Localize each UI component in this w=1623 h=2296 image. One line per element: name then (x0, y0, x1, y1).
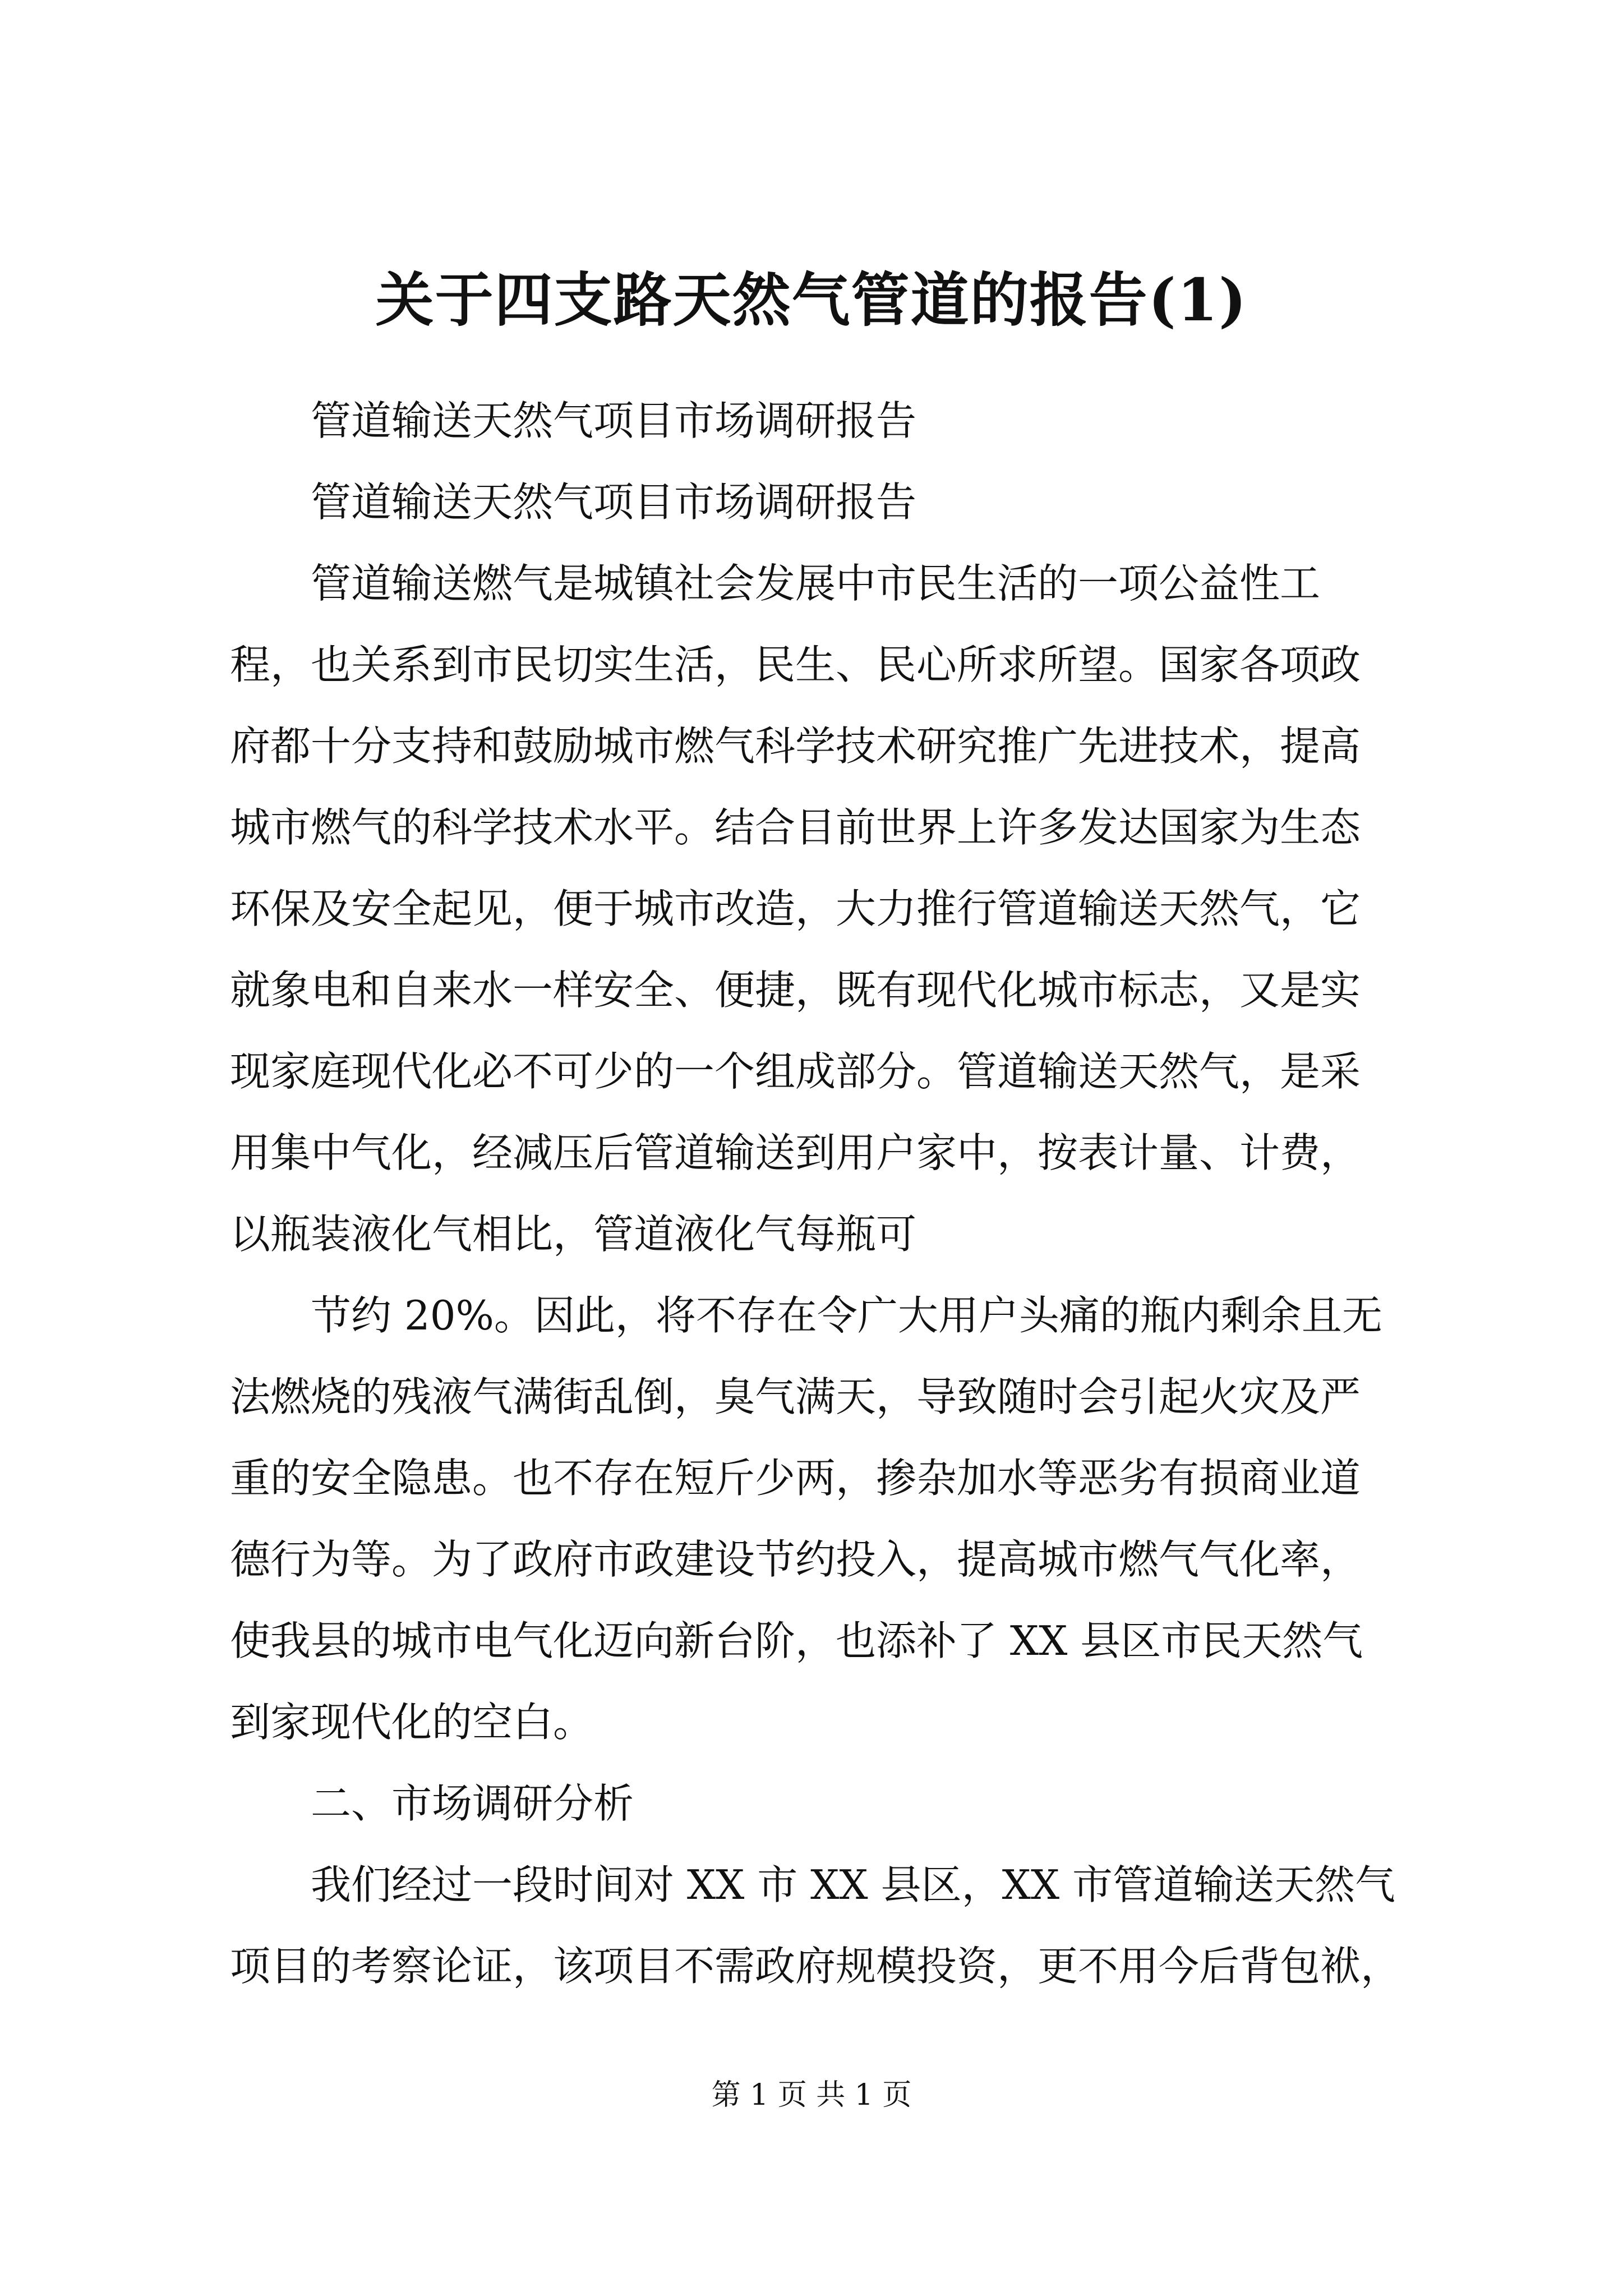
body-line: 用集中气化，经减压后管道输送到用户家中，按表计量、计费， (230, 1129, 1361, 1176)
body-line: 项目的考察论证，该项目不需政府规模投资，更不用今后背包袱， (230, 1943, 1401, 1990)
body-line: 使我县的城市电气化迈向新台阶，也添补了 XX 县区市民天然气 (230, 1617, 1363, 1664)
body-line: 管道输送天然气项目市场调研报告 (311, 397, 917, 444)
body-line: 二、市场调研分析 (311, 1780, 634, 1827)
body-line: 法燃烧的残液气满街乱倒，臭气满天，导致随时会引起火灾及严 (230, 1373, 1361, 1420)
body-line: 程，也关系到市民切实生活，民生、民心所求所望。国家各项政 (230, 641, 1361, 688)
body-line: 管道输送燃气是城镇社会发展中市民生活的一项公益性工 (311, 560, 1321, 607)
document-body (230, 380, 1430, 2007)
body-line: 到家现代化的空白。 (230, 1699, 594, 1746)
body-line: 环保及安全起见，便于城市改造，大力推行管道输送天然气，它 (230, 885, 1361, 932)
body-line: 以瓶装液化气相比，管道液化气每瓶可 (230, 1211, 917, 1258)
body-line: 现家庭现代化必不可少的一个组成部分。管道输送天然气，是采 (230, 1048, 1361, 1095)
body-line: 府都十分支持和鼓励城市燃气科学技术研究推广先进技术，提高 (230, 723, 1361, 770)
document-title: 关于四支路天然气管道的报告(1) (375, 265, 1248, 334)
body-line: 德行为等。为了政府市政建设节约投入，提高城市燃气气化率， (230, 1536, 1361, 1583)
page-footer: 第 1 页 共 1 页 (711, 2078, 912, 2112)
body-line: 节约 20%。因此，将不存在令广大用户头痛的瓶内剩余且无 (311, 1292, 1382, 1339)
body-line: 城市燃气的科学技术水平。结合目前世界上许多发达国家为生态 (230, 804, 1361, 851)
body-line: 重的安全隐患。也不存在短斤少两，掺杂加水等恶劣有损商业道 (230, 1455, 1361, 1502)
body-line: 我们经过一段时间对 XX 市 XX 县区，XX 市管道输送天然气 (311, 1861, 1395, 1908)
body-line: 管道输送天然气项目市场调研报告 (311, 478, 917, 526)
body-line: 就象电和自来水一样安全、便捷，既有现代化城市标志，又是实 (230, 967, 1361, 1014)
